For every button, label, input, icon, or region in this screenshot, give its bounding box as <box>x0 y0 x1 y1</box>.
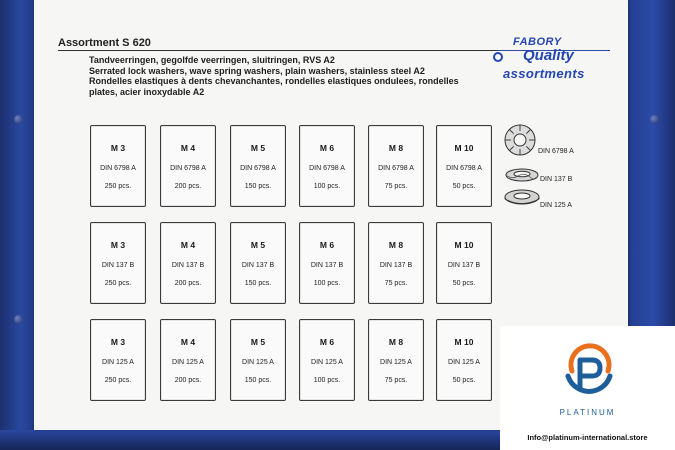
serrated-lock-washer-icon <box>505 125 535 155</box>
cell-size: M 3 <box>110 337 126 347</box>
cell-size: M 6 <box>319 337 335 347</box>
cell-din: DIN 6798 A <box>240 165 276 172</box>
cell-din: DIN 6798 A <box>378 165 414 172</box>
cell-size: M 10 <box>454 143 474 153</box>
compartment-cell <box>230 319 286 401</box>
description-line-fr-cont: plates, acier inoxydable A2 <box>89 86 205 97</box>
cell-size: M 8 <box>388 337 404 347</box>
logo-quality: Quality <box>523 47 574 64</box>
cell-size: M 5 <box>250 240 266 250</box>
cell-din: DIN 137 B <box>379 262 413 269</box>
cell-size: M 3 <box>110 240 126 250</box>
cell-qty: 75 pcs. <box>384 377 408 384</box>
compartment-cell <box>160 319 216 401</box>
bolt-icon <box>14 115 23 124</box>
compartment-cell <box>368 319 424 401</box>
compartment-cell <box>230 222 286 304</box>
cell-qty: 75 pcs. <box>384 280 408 287</box>
cell-din: DIN 125 A <box>380 359 412 366</box>
cell-size: M 8 <box>388 240 404 250</box>
compartment-cell <box>436 222 492 304</box>
cell-qty: 50 pcs. <box>452 280 476 287</box>
compartment-cell <box>90 222 146 304</box>
description-line-fr: Rondelles elastiques à dents chevanchantes, rondelles elastiques ondulees, rondelles <box>89 76 459 86</box>
platinum-email: Info@platinum-international.store <box>527 433 648 442</box>
cell-qty: 150 pcs. <box>244 280 272 287</box>
platinum-logo-icon <box>500 326 675 408</box>
legend-label-din137b: DIN 137 B <box>540 176 573 183</box>
cell-din: DIN 137 B <box>101 262 135 269</box>
cell-qty: 200 pcs. <box>174 377 202 384</box>
compartment-cell <box>160 125 216 207</box>
cell-din: DIN 6798 A <box>170 165 206 172</box>
compartment-cell <box>299 319 355 401</box>
cell-din: DIN 137 B <box>171 262 205 269</box>
cell-din: DIN 6798 A <box>446 165 482 172</box>
assortment-description <box>89 55 499 97</box>
cell-size: M 10 <box>454 337 474 347</box>
compartment-cell <box>90 125 146 207</box>
cell-din: DIN 137 B <box>310 262 344 269</box>
cell-qty: 150 pcs. <box>244 377 272 384</box>
washer-illustrations <box>500 122 545 217</box>
compartment-cell <box>230 125 286 207</box>
platinum-watermark <box>500 326 675 450</box>
cell-size: M 4 <box>180 143 196 153</box>
cell-qty: 250 pcs. <box>104 280 132 287</box>
cell-qty: 150 pcs. <box>244 183 272 190</box>
compartment-cell <box>90 319 146 401</box>
cell-size: M 3 <box>110 143 126 153</box>
cell-din: DIN 125 A <box>172 359 204 366</box>
cell-qty: 100 pcs. <box>313 377 341 384</box>
compartment-cell <box>436 319 492 401</box>
cell-qty: 50 pcs. <box>452 377 476 384</box>
logo-mark-icon <box>493 52 503 62</box>
cell-size: M 6 <box>319 240 335 250</box>
legend-label-din6798a: DIN 6798 A <box>538 148 574 155</box>
description-line-en: Serrated lock washers, wave spring washers, plain washers, stainless steel A2 <box>89 65 425 76</box>
compartment-cell <box>160 222 216 304</box>
compartment-cell <box>436 125 492 207</box>
assortment-title: Assortment S 620 <box>58 37 151 49</box>
fabory-logo <box>487 36 612 84</box>
compartment-cell <box>299 125 355 207</box>
cell-din: DIN 6798 A <box>309 165 345 172</box>
cell-din: DIN 125 A <box>102 359 134 366</box>
cell-qty: 100 pcs. <box>313 280 341 287</box>
cell-din: DIN 6798 A <box>100 165 136 172</box>
cell-qty: 200 pcs. <box>174 280 202 287</box>
bolt-icon <box>650 115 659 124</box>
cell-qty: 50 pcs. <box>452 183 476 190</box>
cell-qty: 75 pcs. <box>384 183 408 190</box>
cell-din: DIN 125 A <box>242 359 274 366</box>
cell-size: M 10 <box>454 240 474 250</box>
cell-qty: 100 pcs. <box>313 183 341 190</box>
cell-din: DIN 125 A <box>311 359 343 366</box>
cell-qty: 200 pcs. <box>174 183 202 190</box>
logo-assortments: assortments <box>503 66 585 81</box>
cell-size: M 4 <box>180 240 196 250</box>
compartment-cell <box>299 222 355 304</box>
cell-size: M 5 <box>250 337 266 347</box>
cell-qty: 250 pcs. <box>104 377 132 384</box>
logo-brand: FABORY <box>513 36 562 48</box>
cell-din: DIN 125 A <box>448 359 480 366</box>
platinum-brand-name: PLATINUM <box>559 408 616 417</box>
legend-label-din125a: DIN 125 A <box>540 202 572 209</box>
cell-din: DIN 137 B <box>241 262 275 269</box>
cell-size: M 6 <box>319 143 335 153</box>
cell-size: M 4 <box>180 337 196 347</box>
bolt-icon <box>14 315 23 324</box>
cell-size: M 5 <box>250 143 266 153</box>
plain-washer-icon <box>505 190 539 204</box>
cell-size: M 8 <box>388 143 404 153</box>
wave-spring-washer-icon <box>506 169 538 181</box>
cell-qty: 250 pcs. <box>104 183 132 190</box>
compartment-cell <box>368 222 424 304</box>
title-divider <box>58 50 498 51</box>
washer-type-legend <box>500 122 590 217</box>
compartment-cell <box>368 125 424 207</box>
cell-din: DIN 137 B <box>447 262 481 269</box>
description-line-nl: Tandveerringen, gegolfde veerringen, sluitringen, RVS A2 <box>89 55 335 65</box>
cabinet-frame-left <box>0 0 38 450</box>
